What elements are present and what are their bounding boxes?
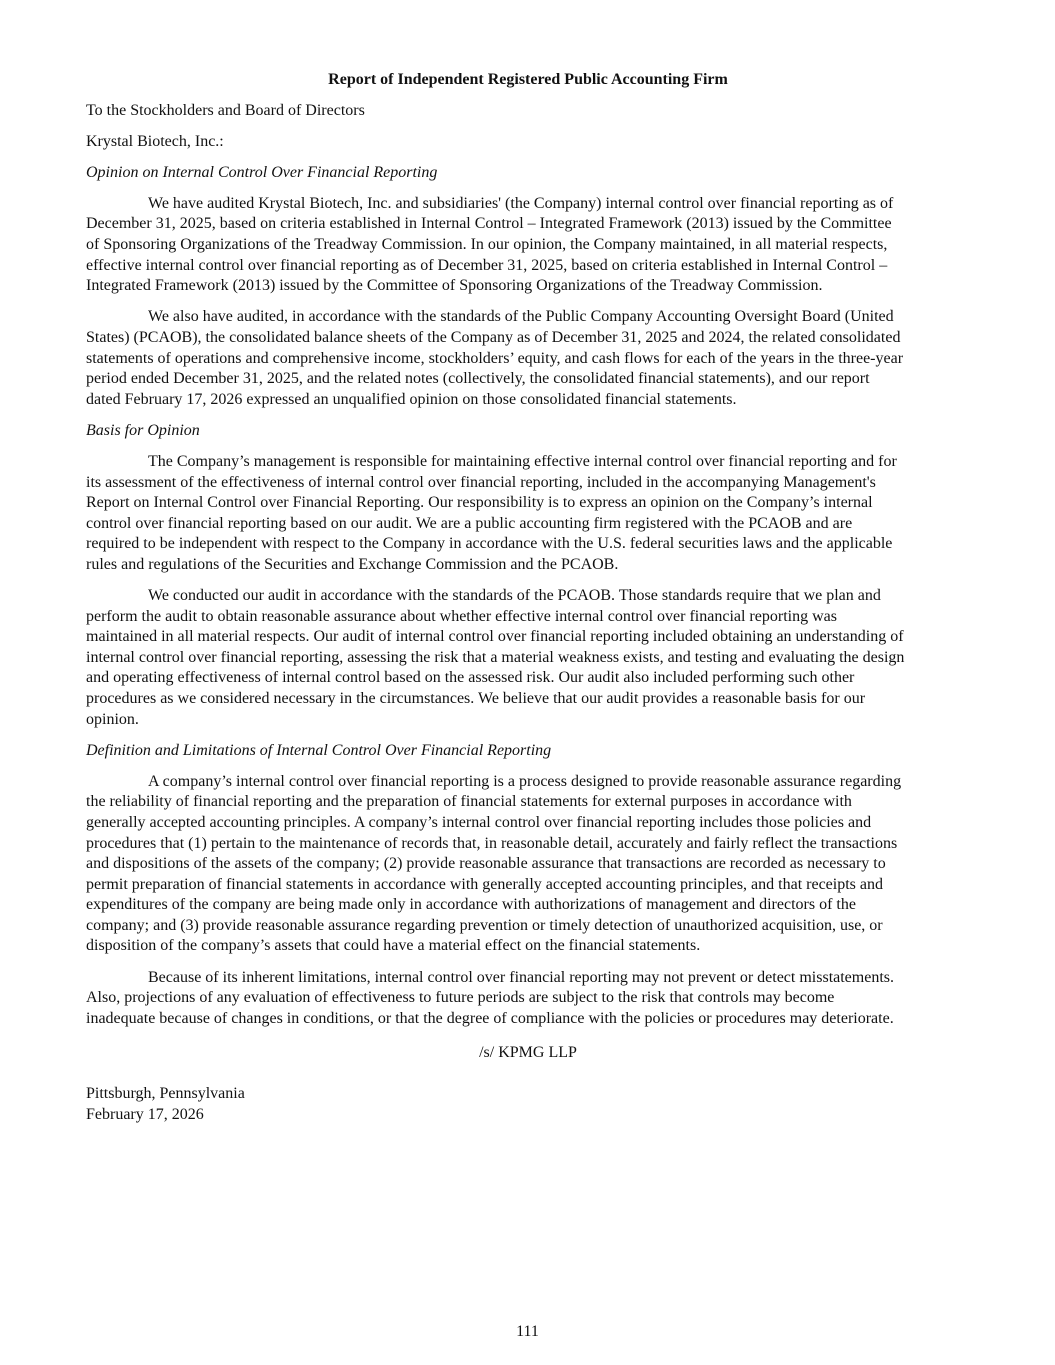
paragraph-line: of Sponsoring Organizations of the Treadway Commission. In our opinion, the Company maintained, in all material respects, (86, 236, 888, 254)
paragraph-line: Because of its inherent limitations, internal control over financial reporting may not prevent or detect misstatements. (148, 968, 894, 986)
paragraph-audit-conduct (86, 586, 970, 730)
paragraph-line: internal control over financial reporting, assessing the risk that a material weakness exists, and testing and evaluating the design (86, 648, 905, 666)
report-title: Report of Independent Registered Public Accounting Firm (328, 71, 728, 88)
paragraph-line: effective internal control over financial reporting as of December 31, 2025, based on criteria established in Internal Control – (86, 256, 888, 274)
basis-heading: Basis for Opinion (86, 421, 200, 439)
signature-city: Pittsburgh, Pennsylvania (86, 1084, 245, 1102)
paragraph-line: and dispositions of the assets of the company; (2) provide reasonable assurance that transactions are recorded as necessary to (86, 855, 886, 873)
paragraph-line: We also have audited, in accordance with the standards of the Public Company Accounting Oversight Board (United (148, 308, 894, 326)
paragraph-line: rules and regulations of the Securities and Exchange Commission and the PCAOB. (86, 555, 619, 573)
paragraph-line: permit preparation of financial statements in accordance with generally accepted accounting principles, and that receipts and (86, 875, 883, 893)
paragraph-line: company; and (3) provide reasonable assurance regarding prevention or timely detection of unauthorized acquisition, use, or (86, 916, 883, 934)
paragraph-line: A company’s internal control over financial reporting is a process designed to provide reasonable assurance regarding (148, 772, 902, 790)
paragraph-line: the reliability of financial reporting and the preparation of financial statements for external purposes in accordance with (86, 793, 852, 811)
paragraph-line: its assessment of the effectiveness of internal control over financial reporting, included in the accompanying Management's (86, 473, 876, 491)
paragraph-line: disposition of the company’s assets that could have a material effect on the financial statements. (86, 937, 701, 955)
paragraph-line: We have audited Krystal Biotech, Inc. and subsidiaries' (the Company) internal control over financial reporting as of (148, 194, 894, 212)
paragraph-line: control over financial reporting based on our audit. We are a public accounting firm registered with the PCAOB and are (86, 514, 853, 532)
paragraph-line: Report on Internal Control over Financial Reporting. Our responsibility is to express an opinion on the Company’s internal (86, 494, 873, 512)
paragraph-line: statements of operations and comprehensive income, stockholders’ equity, and cash flows for each of the years in the three-year (86, 349, 904, 367)
paragraph-management-responsibility (86, 452, 970, 576)
paragraph-line: December 31, 2025, based on criteria established in Internal Control – Integrated Framework (2013) issued by the Committee (86, 215, 892, 233)
paragraph-line: States) (PCAOB), the consolidated balance sheets of the Company as of December 31, 2025 and 2024, the related consolidated (86, 328, 901, 346)
paragraph-line: opinion. (86, 710, 139, 728)
paragraph-line: We conducted our audit in accordance with the standards of the PCAOB. Those standards require that we plan and (148, 586, 881, 604)
paragraph-line: generally accepted accounting principles. A company’s internal control over financial reporting includes those policies and (86, 813, 872, 831)
report-page (86, 70, 970, 1125)
addressee-line-1: To the Stockholders and Board of Directors (86, 101, 365, 119)
page-number: 111 (516, 1323, 539, 1340)
paragraph-line: required to be independent with respect to the Company in accordance with the U.S. federal securities laws and the applicable (86, 535, 893, 553)
paragraph-line: expenditures of the company are being made only in accordance with authorizations of management and directors of the (86, 896, 856, 914)
paragraph-line: Also, projections of any evaluation of effectiveness to future periods are subject to the risk that controls may become (86, 989, 835, 1007)
signature-date: February 17, 2026 (86, 1105, 204, 1123)
addressee-line-2: Krystal Biotech, Inc.: (86, 132, 224, 150)
paragraph-line: period ended December 31, 2025, and the related notes (collectively, the consolidated financial statements), and our report (86, 370, 870, 388)
definition-heading: Definition and Limitations of Internal Control Over Financial Reporting (86, 741, 552, 759)
paragraph-limitations (86, 968, 970, 1030)
opinion-heading: Opinion on Internal Control Over Financial Reporting (86, 163, 438, 181)
paragraph-line: inadequate because of changes in conditions, or that the degree of compliance with the policies or procedures may deteriorate. (86, 1009, 894, 1027)
paragraph-line: Integrated Framework (2013) issued by the Committee of Sponsoring Organizations of the Treadway Commission. (86, 277, 823, 295)
paragraph-line: perform the audit to obtain reasonable assurance about whether effective internal control over financial reporting was (86, 607, 837, 625)
paragraph-line: procedures as we considered necessary in the circumstances. We believe that our audit provides a reasonable basis for our (86, 689, 866, 707)
paragraph-line: The Company’s management is responsible for maintaining effective internal control over financial reporting and for (148, 452, 897, 470)
paragraph-line: dated February 17, 2026 expressed an unqualified opinion on those consolidated financial statements. (86, 390, 737, 408)
paragraph-line: maintained in all material respects. Our audit of internal control over financial reporting included obtaining an understanding of (86, 628, 904, 646)
paragraph-line: procedures that (1) pertain to the maintenance of records that, in reasonable detail, accurately and fairly reflect the transactions (86, 834, 898, 852)
signature: /s/ KPMG LLP (479, 1044, 577, 1062)
paragraph-opinion (86, 194, 970, 297)
paragraph-definition (86, 772, 970, 957)
paragraph-also-audited (86, 307, 970, 410)
paragraph-line: and operating effectiveness of internal control based on the assessed risk. Our audit also included performing such other (86, 669, 855, 687)
